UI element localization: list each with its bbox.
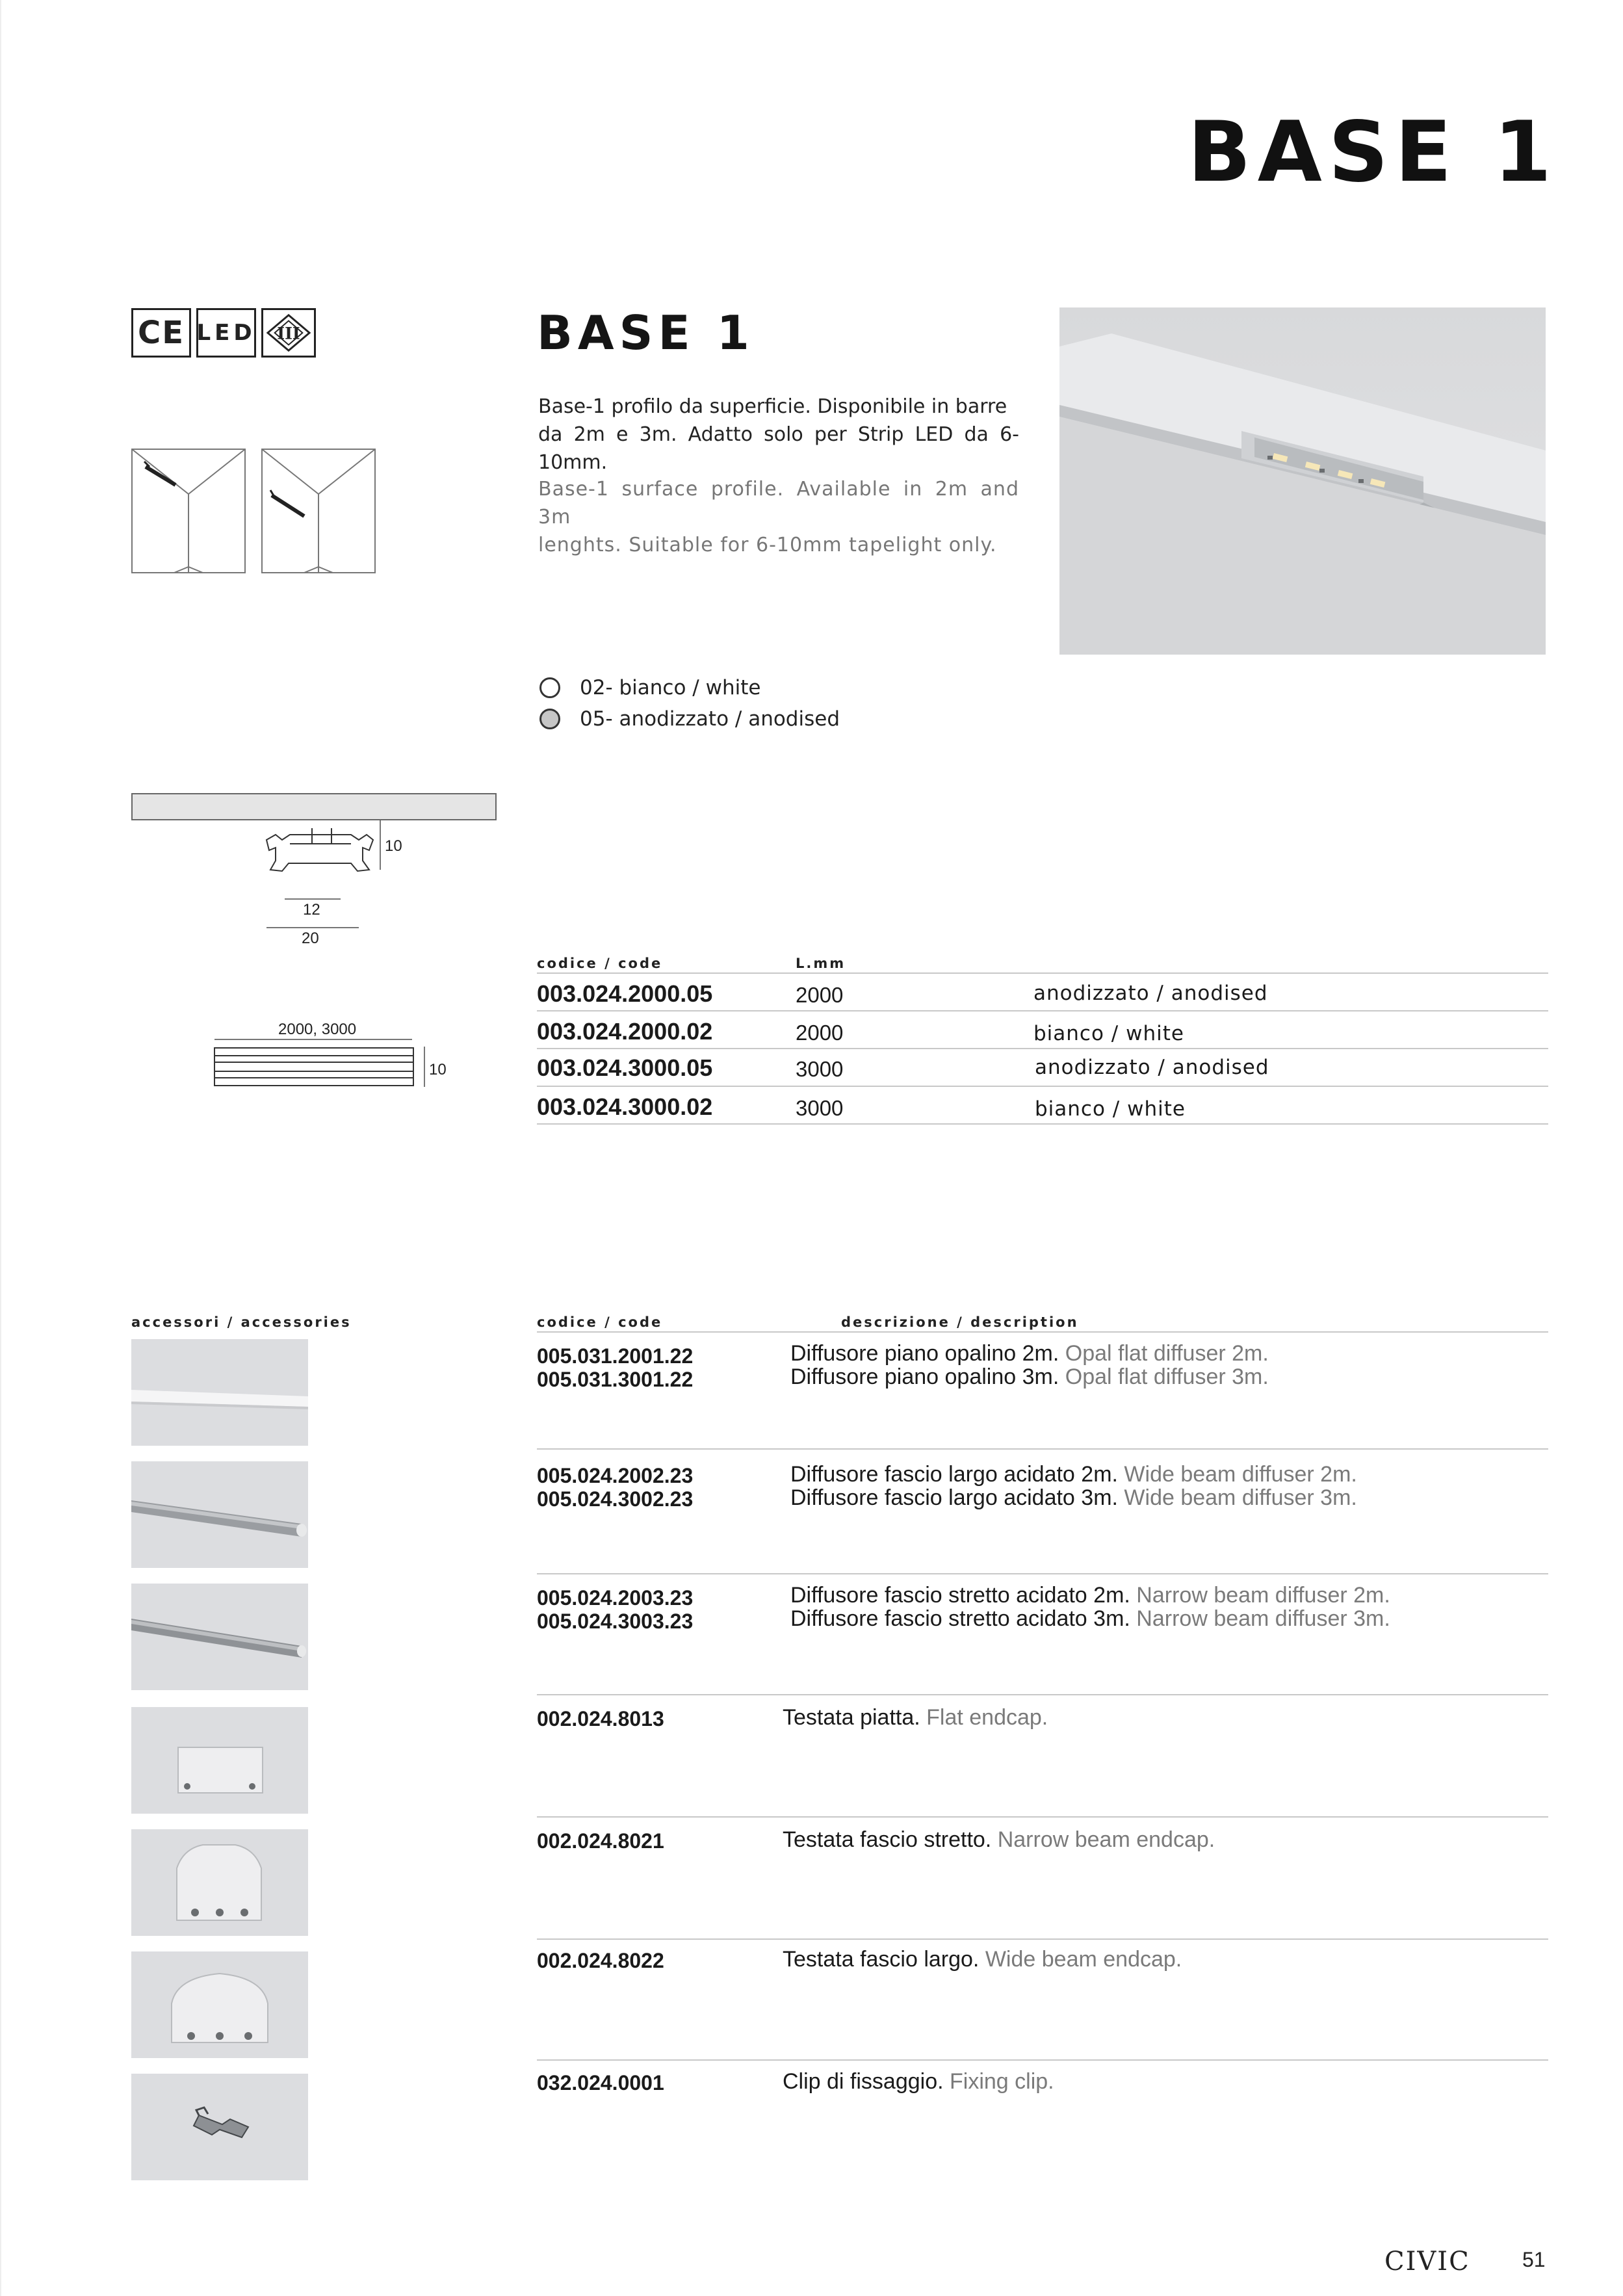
table-rule — [537, 972, 1548, 974]
opal-diffuser-icon — [131, 1339, 308, 1446]
accessory-thumbnail — [131, 1707, 308, 1814]
table-rule — [537, 1123, 1548, 1125]
accessory-description: Diffusore fascio largo acidato 2m. Wide beam diffuser 2m. Diffusore fascio largo acidato 3m. Wide beam diffuser 3m. — [790, 1462, 1357, 1510]
accessory-thumbnail — [131, 2074, 308, 2180]
product-length: 3000 — [796, 1096, 844, 1120]
description-en-line: lenghts. Suitable for 6-10mm tapelight only. — [538, 534, 997, 556]
description-it-line: da 2m e 3m. Adatto solo per Strip LED da 6-10mm. — [538, 423, 1019, 474]
table-rule — [537, 1010, 1548, 1011]
product-finish: bianco / white — [1033, 1022, 1184, 1045]
table-rule — [537, 1573, 1548, 1574]
accessory-description: Clip di fissaggio. Fixing clip. — [783, 2069, 1054, 2094]
accessory-description: Diffusore fascio stretto acidato 2m. Narrow beam diffuser 2m. Diffusore fascio stretto acidato 3m. Narrow beam diffuser 3m. — [790, 1583, 1390, 1631]
narrow-beam-endcap-icon — [131, 1829, 308, 1936]
product-finish: bianco / white — [1035, 1097, 1186, 1121]
accessory-description: Testata fascio stretto. Narrow beam endcap. — [783, 1827, 1215, 1852]
height-dimension-label: 10 — [385, 837, 402, 855]
product-length: 2000 — [796, 983, 844, 1007]
class-iii-diamond-icon — [266, 313, 311, 353]
table-rule — [537, 1048, 1548, 1049]
wide-beam-endcap-icon — [131, 1951, 308, 2058]
accessories-column-header: accessori / accessories — [131, 1314, 352, 1330]
color-label: 05- anodizzato / anodised — [580, 707, 840, 731]
ceiling-surface-bar — [131, 793, 497, 820]
anodised-swatch-icon — [539, 709, 560, 729]
product-length: 2000 — [796, 1021, 844, 1045]
flat-endcap-icon — [131, 1707, 308, 1814]
description-en-line: Base-1 surface profile. Available in 2m and 3m — [538, 478, 1019, 528]
product-finish: anodizzato / anodised — [1035, 1056, 1269, 1079]
accessory-thumbnail — [131, 1829, 308, 1936]
length-dimension-label: 2000, 3000 — [278, 1021, 357, 1038]
color-option-anodised — [539, 707, 840, 731]
description-it-line: Base-1 profilo da superficie. Disponibile in barre — [538, 395, 1007, 418]
side-height-dimension-line — [424, 1047, 425, 1087]
white-swatch-icon — [539, 677, 560, 698]
wide-beam-diffuser-icon — [131, 1461, 308, 1568]
product-length: 3000 — [796, 1057, 844, 1081]
accessory-thumbnail — [131, 1951, 308, 2058]
table-rule — [537, 1816, 1548, 1818]
outer-width-dimension-line — [266, 927, 359, 928]
wall-mount-diagram-icon — [261, 449, 376, 573]
class-iii-text: III — [277, 323, 300, 343]
page-number: 51 — [1522, 2248, 1546, 2271]
table-rule — [537, 1448, 1548, 1450]
length-dimension-line — [214, 1039, 412, 1040]
profile-side-view-drawing — [213, 1047, 415, 1087]
accessory-thumbnail — [131, 1339, 308, 1446]
description-english — [538, 475, 1019, 559]
accessory-description: Testata fascio largo. Wide beam endcap. — [783, 1947, 1182, 1972]
accessory-code: 002.024.8021 — [537, 1829, 664, 1853]
accessory-code: 002.024.8022 — [537, 1949, 664, 1972]
product-code: 003.024.2000.05 — [537, 980, 713, 1007]
class-iii-icon — [261, 308, 316, 358]
accessory-code-column-header: codice / code — [537, 1314, 663, 1330]
product-code: 003.024.2000.02 — [537, 1018, 713, 1045]
table-rule — [537, 1331, 1548, 1333]
accessory-code: 005.024.2003.23 005.024.3003.23 — [537, 1586, 694, 1633]
ce-mark-icon: CE — [131, 308, 191, 358]
accessory-thumbnail — [131, 1584, 308, 1690]
accessory-description: Diffusore piano opalino 2m. Opal flat diffuser 2m. Diffusore piano opalino 3m. Opal flat diffuser 3m. — [790, 1341, 1269, 1389]
led-mark-icon: LED — [196, 308, 256, 358]
profile-cross-section-drawing — [260, 822, 377, 880]
product-code: 003.024.3000.05 — [537, 1054, 713, 1081]
accessory-description: Testata piatta. Flat endcap. — [783, 1705, 1048, 1730]
inner-width-dimension-label: 12 — [303, 901, 320, 919]
inner-width-dimension-line — [285, 898, 341, 900]
accessory-code: 005.031.2001.22 005.031.3001.22 — [537, 1344, 694, 1391]
table-rule — [537, 1086, 1548, 1087]
accessory-code: 005.024.2002.23 005.024.3002.23 — [537, 1464, 694, 1511]
product-name: BASE 1 — [537, 306, 755, 360]
narrow-beam-diffuser-icon — [131, 1584, 308, 1690]
product-code: 003.024.3000.02 — [537, 1093, 713, 1120]
length-column-header: L.mm — [796, 956, 846, 971]
table-rule — [537, 2059, 1548, 2061]
brand-logo: CIVIC — [1384, 2247, 1470, 2276]
page-edge — [0, 0, 1, 2296]
product-finish: anodizzato / anodised — [1033, 982, 1268, 1005]
color-label: 02- bianco / white — [580, 676, 761, 699]
table-rule — [537, 1938, 1548, 1940]
description-italian — [538, 393, 1019, 476]
certification-icons — [131, 308, 316, 358]
code-column-header: codice / code — [537, 956, 663, 971]
table-rule — [537, 1694, 1548, 1695]
accessory-code: 002.024.8013 — [537, 1707, 664, 1730]
accessory-description-column-header: descrizione / description — [841, 1314, 1079, 1330]
accessory-thumbnail — [131, 1461, 308, 1568]
side-height-dimension-label: 10 — [429, 1061, 447, 1078]
height-dimension-line — [380, 820, 381, 870]
fixing-clip-icon — [131, 2074, 308, 2180]
outer-width-dimension-label: 20 — [302, 930, 319, 947]
page-title: BASE 1 — [1188, 104, 1558, 201]
color-option-white — [539, 676, 760, 699]
product-photo — [1059, 307, 1546, 655]
accessory-code: 032.024.0001 — [537, 2071, 664, 2094]
ceiling-mount-diagram-icon — [131, 449, 246, 573]
